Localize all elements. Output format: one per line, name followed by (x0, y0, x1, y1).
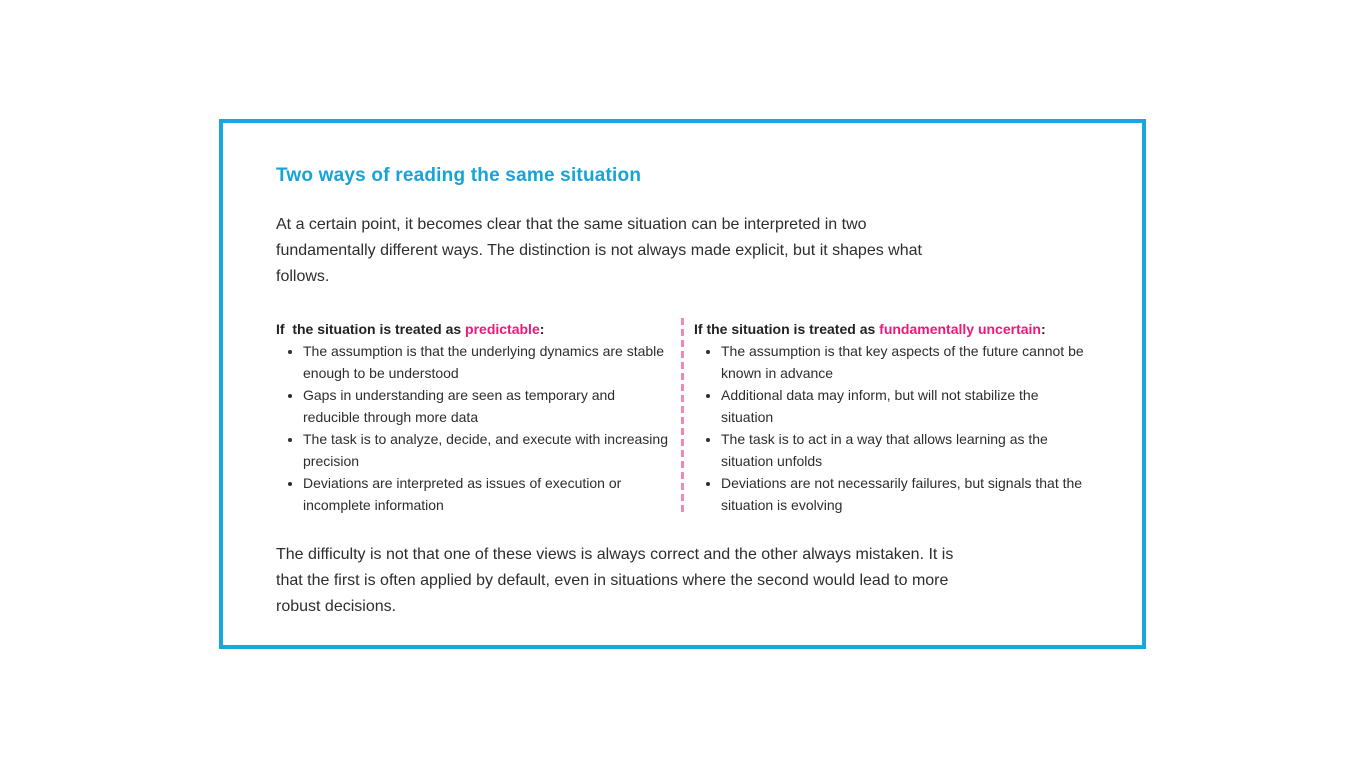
list-item: • The task is to analyze, decide, and execute with increasing precision (303, 428, 675, 472)
heading-keyword-predictable: predictable (465, 321, 540, 337)
intro-line: fundamentally different ways. The distinction is not always made explicit, but it shapes what (276, 242, 922, 259)
intro-paragraph (276, 212, 1090, 290)
outro-paragraph (276, 542, 1090, 620)
list-item: • The task is to act in a way that allows learning as the situation unfolds (721, 428, 1090, 472)
intro-line: At a certain point, it becomes clear that the same situation can be interpreted in two (276, 216, 867, 233)
list-item: • Gaps in understanding are seen as temporary and reducible through more data (303, 384, 675, 428)
heading-suffix: : (1040, 321, 1046, 337)
column-uncertain (684, 318, 1090, 516)
list-item: • Deviations are interpreted as issues of execution or incomplete information (303, 472, 675, 516)
outro-line: The difficulty is not that one of these views is always correct and the other always mistaken. It is (276, 546, 954, 563)
page-title: Two ways of reading the same situation (276, 165, 642, 186)
heading-prefix: If the situation is treated as (694, 321, 880, 337)
bullet-list-uncertain (694, 340, 1090, 516)
list-item: • The assumption is that key aspects of the future cannot be known in advance (721, 340, 1090, 384)
content-card (219, 119, 1146, 649)
column-predictable (276, 318, 675, 516)
outro-line: that the first is often applied by default, even in situations where the second would lead to more (276, 572, 949, 589)
column-heading-predictable (276, 318, 675, 340)
heading-prefix: If the situation is treated as (276, 321, 466, 337)
comparison-columns (276, 318, 1090, 516)
list-item: • Additional data may inform, but will not stabilize the situation (721, 384, 1090, 428)
bullet-list-predictable (276, 340, 675, 516)
list-item: • The assumption is that the underlying dynamics are stable enough to be understood (303, 340, 675, 384)
heading-suffix: : (539, 321, 545, 337)
column-heading-uncertain (694, 318, 1090, 340)
heading-keyword-uncertain: fundamentally uncertain (879, 321, 1041, 337)
outro-line: robust decisions. (276, 598, 397, 615)
list-item: • Deviations are not necessarily failures, but signals that the situation is evolving (721, 472, 1090, 516)
intro-line: follows. (276, 268, 330, 285)
